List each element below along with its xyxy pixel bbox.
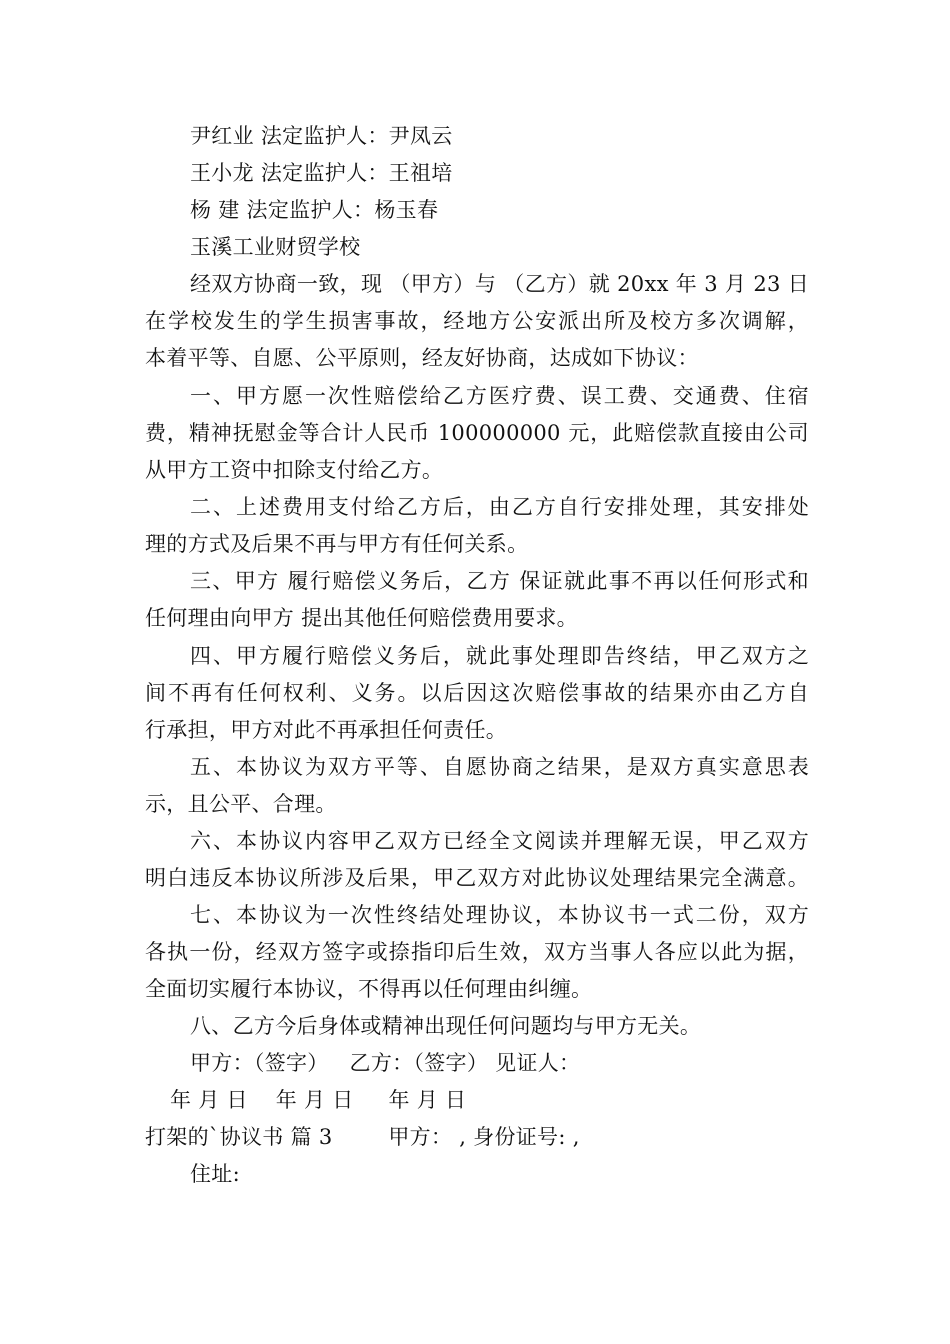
clause-3-line-2: 任何理由向甲方 提出其他任何赔偿费用要求。 [145,606,578,630]
clause-3-line-1: 三、甲方 履行赔偿义务后，乙方 保证就此事不再以任何形式和 [190,569,809,593]
section-heading-line: 打架的`协议书 篇 3 甲方： , 身份证号: , [145,1125,580,1149]
clause-7-line-1: 七、本协议为一次性终结处理协议，本协议书一式二份，双方 [190,903,809,927]
clause-1-line-1: 一、甲方愿一次性赔偿给乙方医疗费、误工费、交通费、住宿 [190,384,809,408]
intro-paragraph-line-1: 经双方协商一致，现 （甲方）与 （乙方）就 20xx 年 3 月 23 日 [190,272,809,296]
address-line: 住址: [190,1162,240,1186]
clause-6-line-2: 明白违反本协议所涉及后果，甲乙双方对此协议处理结果完全满意。 [145,866,809,890]
clause-4-line-1: 四、甲方履行赔偿义务后，就此事处理即告终结，甲乙双方之 [190,644,809,668]
signature-line: 甲方：（签字） 乙方：（签字） 见证人： [190,1051,581,1075]
clause-5-line-1: 五、本协议为双方平等、自愿协商之结果，是双方真实意思表 [190,755,809,779]
clause-4-line-3: 行承担，甲方对此不再承担任何责任。 [145,718,508,742]
clause-2-line-2: 理的方式及后果不再与甲方有任何关系。 [145,532,529,556]
school-name: 玉溪工业财贸学校 [190,235,361,259]
clause-7-line-3: 全面切实履行本协议，不得再以任何理由纠缠。 [145,977,593,1001]
clause-1-line-2: 费，精神抚慰金等合计人民币 100000000 元，此赔偿款直接由公司 [145,421,809,445]
clause-2-line-1: 二、上述费用支付给乙方后，由乙方自行安排处理，其安排处 [190,495,809,519]
clause-1-line-3: 从甲方工资中扣除支付给乙方。 [145,458,444,482]
guardian-line-2: 王小龙 法定监护人：王祖培 [190,161,453,185]
clause-8-line-1: 八、乙方今后身体或精神出现任何问题均与甲方无关。 [190,1014,702,1038]
guardian-line-3: 杨 建 法定监护人：杨玉春 [190,198,439,222]
intro-paragraph-line-2: 在学校发生的学生损害事故，经地方公安派出所及校方多次调解， [145,309,809,333]
clause-6-line-1: 六、本协议内容甲乙双方已经全文阅读并理解无误，甲乙双方 [190,829,809,853]
intro-paragraph-line-3: 本着平等、自愿、公平原则，经友好协商，达成如下协议： [145,346,699,370]
clause-4-line-2: 间不再有任何权利、义务。以后因这次赔偿事故的结果亦由乙方自 [145,681,809,705]
clause-7-line-2: 各执一份，经双方签字或捺指印后生效，双方当事人各应以此为据， [145,940,809,964]
date-line: 年 月 日 年 月 日 年 月 日 [170,1088,467,1112]
clause-5-line-2: 示，且公平、合理。 [145,792,337,816]
guardian-line-1: 尹红业 法定监护人：尹凤云 [190,124,453,148]
